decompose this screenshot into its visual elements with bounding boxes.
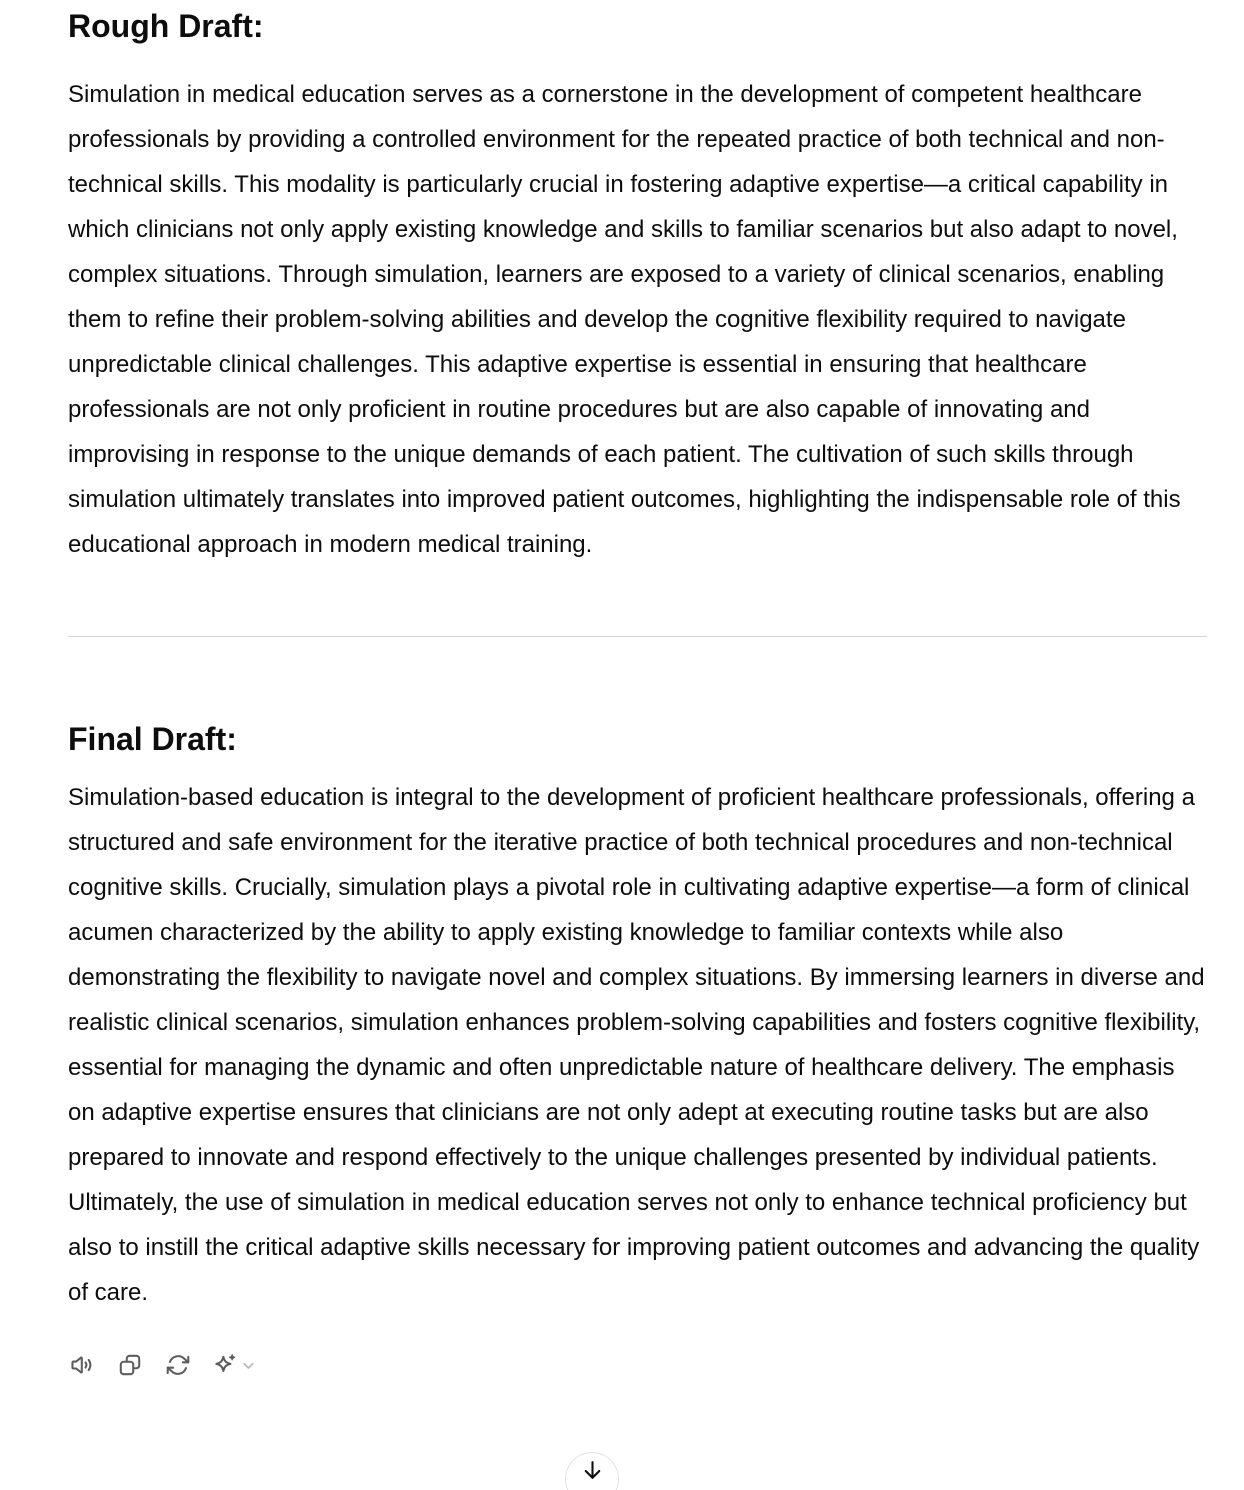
message-action-toolbar <box>68 1351 1207 1379</box>
read-aloud-button[interactable] <box>68 1351 96 1379</box>
sparkle-icon <box>212 1352 238 1378</box>
final-draft-heading: Final Draft: <box>68 721 237 757</box>
model-switcher-button[interactable] <box>212 1351 257 1379</box>
rough-draft-heading: Rough Draft: <box>68 8 264 44</box>
rough-draft-paragraph: Simulation in medical education serves as a cornerstone in the development of competent healthcare professionals by providing a controlled environment for the repeated practice of both technical and non-technical skills. This modality is particularly crucial in fostering adaptive expertise—a critical capability in which clinicians not only apply existing knowledge and skills to familiar scenarios but also adapt to novel, complex situations. Through simulation, learners are exposed to a variety of clinical scenarios, enabling them to refine their problem-solving abilities and develop the cognitive flexibility required to navigate unpredictable clinical challenges. This adaptive expertise is essential in ensuring that healthcare professionals are not only proficient in routine procedures but are also capable of innovating and improvising in response to the unique demands of each patient. The cultivation of such skills through simulation ultimately translates into improved patient outcomes, highlighting the indispensable role of this educational approach in modern medical training. <box>68 81 1181 558</box>
arrow-down-icon <box>580 1458 605 1486</box>
regenerate-button[interactable] <box>164 1351 192 1379</box>
regenerate-icon <box>165 1352 191 1378</box>
copy-button[interactable] <box>116 1351 144 1379</box>
chevron-down-icon <box>240 1357 257 1374</box>
final-draft-paragraph: Simulation-based education is integral to the development of proficient healthcare professionals, offering a structured and safe environment for the iterative practice of both technical procedures and non-technical cognitive skills. Crucially, simulation plays a pivotal role in cultivating adaptive expertise—a form of clinical acumen characterized by the ability to apply existing knowledge to familiar contexts while also demonstrating the flexibility to navigate novel and complex situations. By immersing learners in diverse and realistic clinical scenarios, simulation enhances problem-solving capabilities and fosters cognitive flexibility, essential for managing the dynamic and often unpredictable nature of healthcare delivery. The emphasis on adaptive expertise ensures that clinicians are not only adept at executing routine tasks but are also prepared to innovate and respond effectively to the unique challenges presented by individual patients. Ultimately, the use of simulation in medical education serves not only to enhance technical proficiency but also to instill the critical adaptive skills necessary for improving patient outcomes and advancing the quality of care. <box>68 784 1205 1306</box>
speaker-icon <box>69 1352 95 1378</box>
section-divider <box>68 636 1207 637</box>
copy-icon <box>117 1352 143 1378</box>
scroll-to-bottom-button[interactable] <box>565 1452 619 1490</box>
